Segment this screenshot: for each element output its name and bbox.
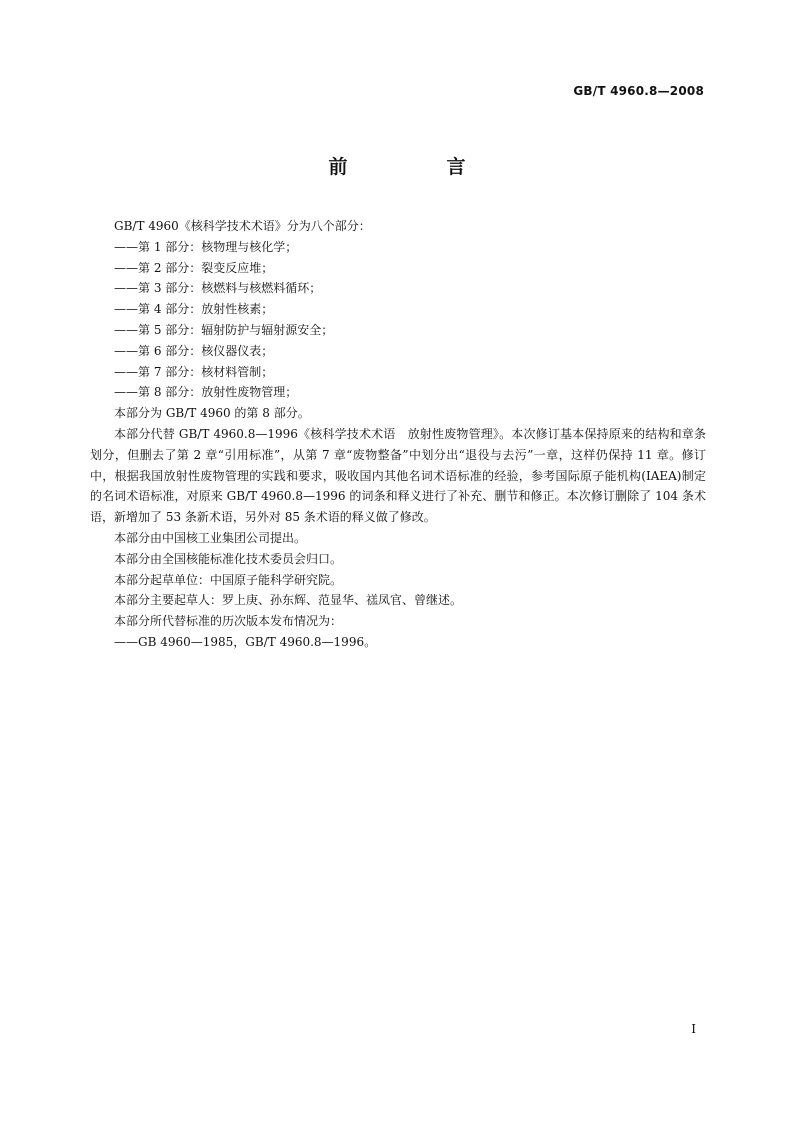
paragraph: 本部分由中国核工业集团公司提出。 — [114, 530, 307, 545]
list-item: ——第 1 部分：核物理与核化学； — [114, 239, 298, 254]
paragraph: 本部分为 GB/T 4960 的第 8 部分。 — [114, 406, 310, 421]
list-item: ——第 8 部分：放射性废物管理； — [114, 385, 298, 400]
document-body — [90, 216, 706, 653]
page-number: I — [691, 1022, 696, 1036]
paragraph: 本部分主要起草人：罗上庚、孙东辉、范显华、禚凤官、曾继述。 — [114, 593, 463, 608]
list-item: ——第 5 部分：辐射防护与辐射源安全； — [114, 322, 334, 337]
list-item: ——GB 4960—1985，GB/T 4960.8—1996。 — [114, 634, 377, 649]
list-item: ——第 6 部分：核仪器仪表； — [114, 343, 274, 358]
paragraph: 本部分所代替标准的历次版本发布情况为： — [114, 614, 343, 629]
paragraph: 本部分起草单位：中国原子能科学研究院。 — [114, 572, 343, 587]
page-title: 前 言 — [328, 156, 506, 178]
list-item: ——第 7 部分：核材料管制； — [114, 364, 274, 379]
paragraph: 本部分代替 GB/T 4960.8—1996《核科学技术术语 放射性废物管理》。本次修订基本保持原来的结构和章条划分，但删去了第 2 章“引用标准”，从第 7 章“废物整备”中划分出“退役与去污”一章，这样仍保持 11 章。修订中，根据我国放射性废物管理的实践和要求，吸收国内其他名词术语标准的经验，参考国际原子能机构(IAEA)制定的名词术语标准，对原来 GB/T 4960.8—1996 的词条和释义进行了补充、删节和修正。本次修订删除了 104 条术语，新增加了 53 条新术语，另外对 85 条术语的释义做了修改。 — [90, 426, 706, 525]
list-item: ——第 2 部分：裂变反应堆； — [114, 260, 274, 275]
paragraph: 本部分由全国核能标准化技术委员会归口。 — [114, 551, 343, 566]
list-item: ——第 4 部分：放射性核素； — [114, 302, 274, 317]
list-item: ——第 3 部分：核燃料与核燃料循环； — [114, 281, 322, 296]
standard-code: GB/T 4960.8—2008 — [573, 84, 704, 98]
paragraph: GB/T 4960《核科学技术术语》分为八个部分： — [114, 219, 371, 233]
